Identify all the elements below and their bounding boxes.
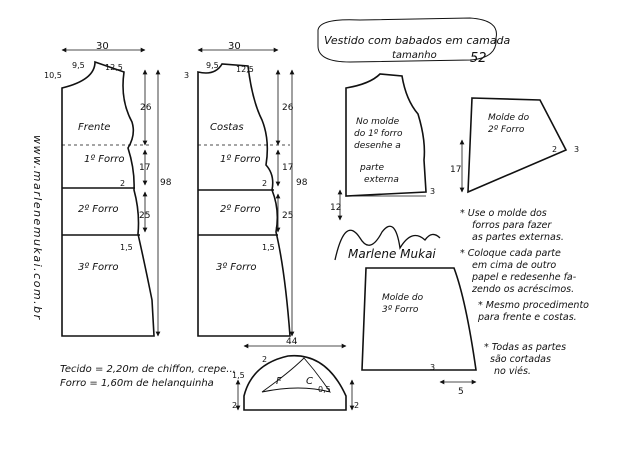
sleeve-mark5: 0,5 [318,385,331,394]
notes-block [460,208,589,377]
front-width: 30 [96,41,109,52]
note-line: no viés. [494,366,531,377]
title-line2: tamanho [392,50,437,61]
mold2-height: 17 [450,165,462,175]
mold2-mark2: 3 [574,145,580,154]
back-tier1-label: 1º Forro [220,154,261,165]
first-lining-note-l3: desenhe a [354,141,401,151]
note-line: as partes externas. [472,232,564,243]
sleeve-width: 44 [286,337,298,347]
note-line: * Mesmo procedimento [478,300,589,311]
sleeve-back: C [306,376,313,387]
back-dimensions [198,50,292,336]
note-line: forros para fazer [472,220,552,231]
front-tier2-label: 2º Forro [78,204,119,215]
first-lining-note-l1: No molde [356,117,400,127]
back-armhole-depth: 26 [282,103,294,113]
mold3-title: Molde do [382,293,424,303]
mold2-subtitle: 2º Forro [488,125,525,135]
mold3-outline [362,268,476,370]
note-line: * Use o molde dos [460,208,547,219]
note-line: em cima de outro [472,260,557,271]
mold3-piece [362,268,476,382]
front-tier2-height: 25 [139,211,151,221]
sleeve-front: F [276,376,282,387]
sleeve-mark1: 2 [262,355,268,364]
back-tier3-mark: 1,5 [262,243,275,252]
back-outline [198,64,290,336]
front-label: Frente [78,122,111,133]
front-armhole-depth: 26 [140,103,152,113]
fabric-line2: Forro = 1,60m de helanquinha [60,378,214,389]
front-tier3-label: 3º Forro [78,262,119,273]
title-line1: Vestido com babados em camada [324,34,511,47]
sleeve-mark2: 1,5 [232,371,245,380]
front-tier3-mark: 1,5 [120,243,133,252]
back-label: Costas [210,122,244,133]
note-line: * Coloque cada parte [460,248,561,259]
back-tier1-height: 17 [282,163,294,173]
back-neck-drop: 3 [184,71,190,80]
note-line: papel e redesenhe fa- [472,272,577,283]
sleeve-mark4: 2 [354,401,360,410]
title-size: 52 [470,51,487,66]
back-neck: 9,5 [206,61,219,70]
title-block [318,18,511,66]
front-total-length: 98 [160,178,172,188]
sleeve-mark3: 2 [232,401,238,410]
first-lining-note-l5: externa [364,175,399,185]
front-neck-drop: 10,5 [44,71,62,80]
front-tier1-height: 17 [139,163,151,173]
back-tier3-label: 3º Forro [216,262,257,273]
back-tier2-label: 2º Forro [220,204,261,215]
mold3-bottom: 5 [458,387,464,397]
sleeve-outline [244,356,346,410]
back-shoulder: 12,5 [236,65,254,74]
back-width: 30 [228,41,241,52]
front-tier1-mark: 2 [120,179,126,188]
back-pattern [198,64,290,336]
front-dimensions [62,50,158,336]
signature-block [335,226,440,261]
back-tier1-mark: 2 [262,179,268,188]
front-tier1-label: 1º Forro [84,154,125,165]
note-line: para frente e costas. [478,312,577,323]
front-shoulder: 12,5 [105,63,123,72]
fabric-line1: Tecido = 2,20m de chiffon, crepe... [60,364,236,375]
first-lining-mark: 3 [430,187,436,196]
mold2-mark1: 2 [552,145,558,154]
first-lining-height: 12 [330,203,342,213]
front-neck: 9,5 [72,61,85,70]
first-lining-note-l2: do 1º forro [354,129,403,139]
mold3-mark: 3 [430,363,436,372]
mold2-title: Molde do [488,113,530,123]
website-text: www.marlenemukai.com.br [31,135,44,321]
signature-text: Marlene Mukai [348,247,436,261]
note-line: zendo os acréscimos. [472,284,575,295]
note-line: são cortadas [490,354,551,365]
back-tier2-height: 25 [282,211,294,221]
note-line: * Todas as partes [484,342,567,353]
mold3-subtitle: 3º Forro [382,305,419,315]
back-total-length: 98 [296,178,308,188]
first-lining-note-l4: parte [360,163,384,173]
sleeve-piece [238,346,352,410]
